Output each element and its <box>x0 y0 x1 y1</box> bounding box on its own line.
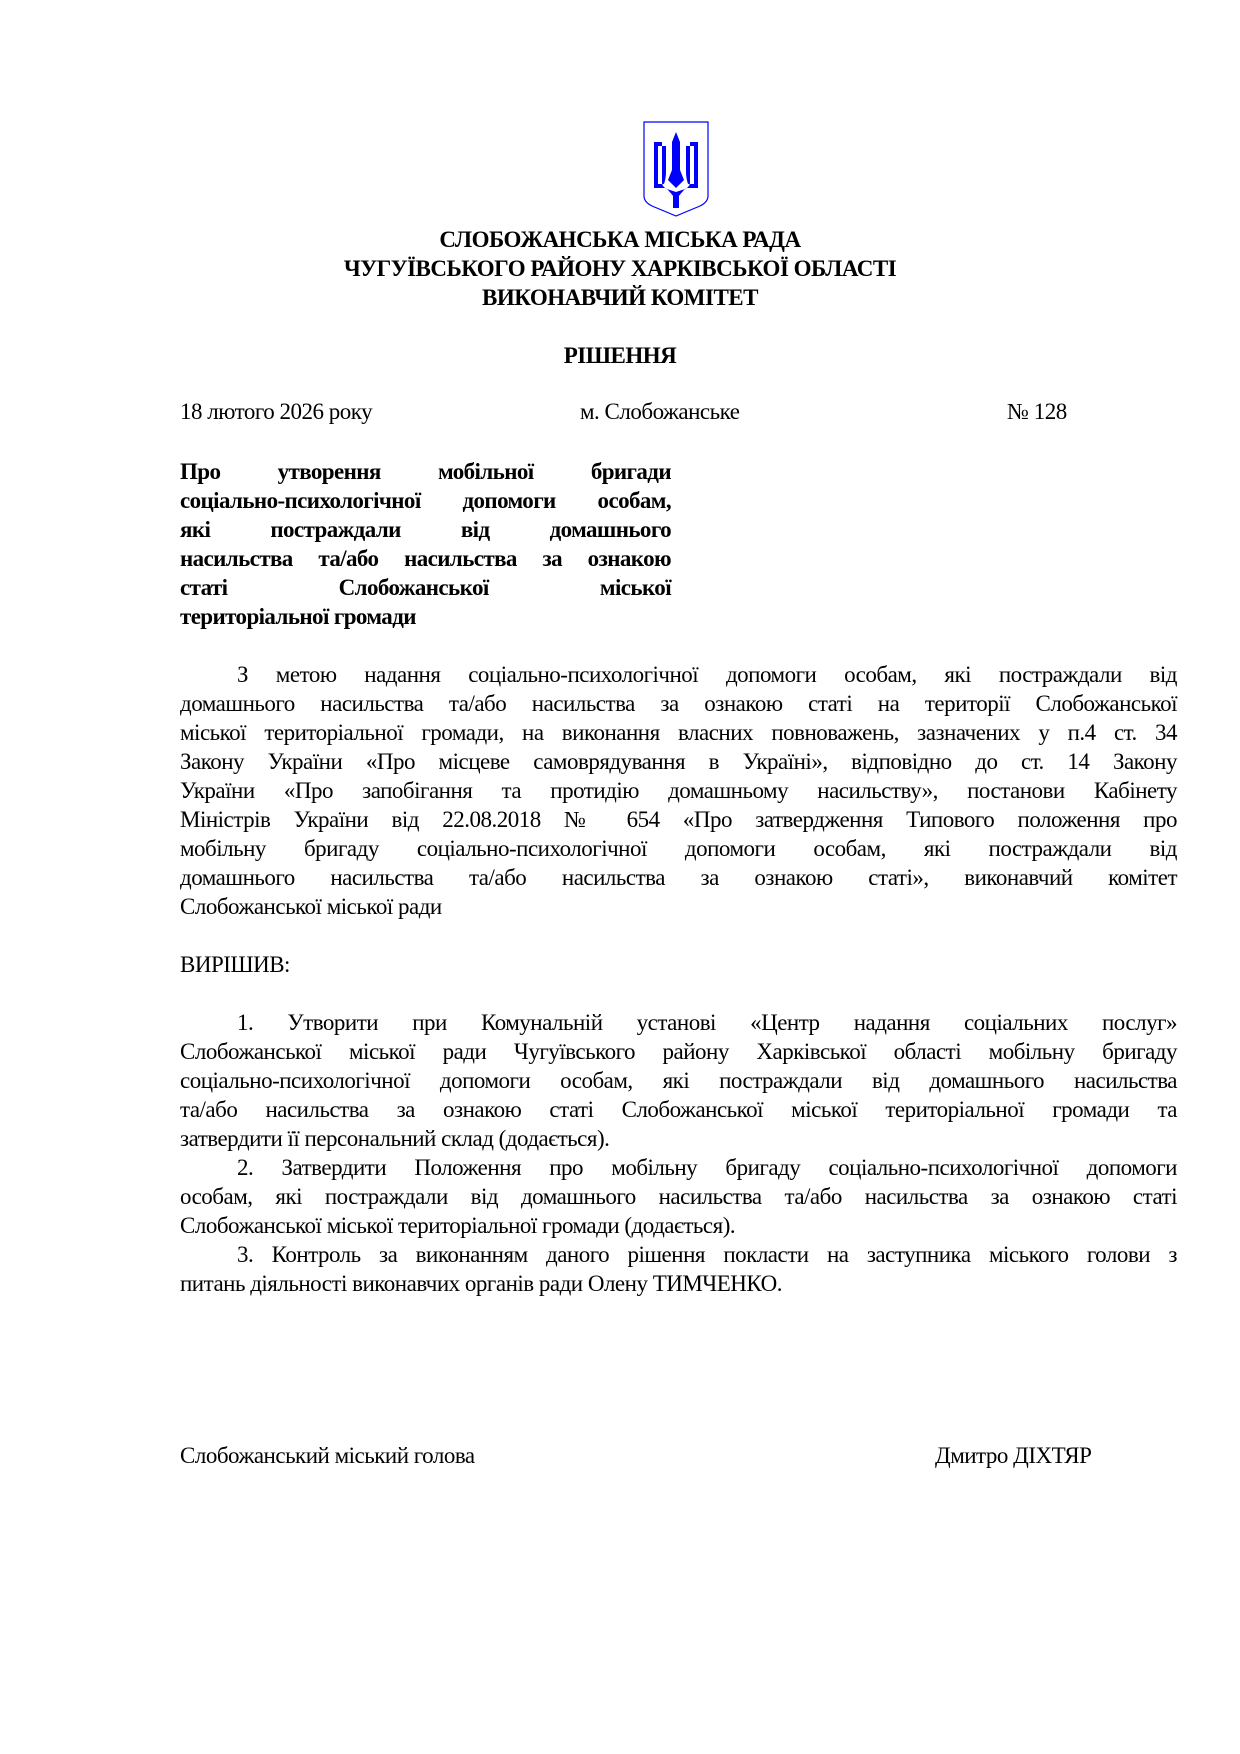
item-line: питань діяльності виконавчих органів ради Олену ТИМЧЕНКО. <box>180 1271 783 1296</box>
item-line: 3. Контроль за виконанням даного рішення покласти на заступника міського голови з <box>237 1242 1177 1267</box>
preamble-line: домашнього насильства та/або насильства за ознакою статі на території Слобожанської <box>180 691 1177 716</box>
title-line: соціально-психологічної допомоги особам, <box>180 488 671 513</box>
item-line: затвердити її персональний склад (додається). <box>180 1126 610 1151</box>
item-line: особам, які постраждали від домашнього насильства та/або насильства за ознакою статі <box>180 1184 1177 1209</box>
preamble-line: України «Про запобігання та протидію домашньому насильству», постанови Кабінету <box>180 778 1177 803</box>
item-line: 1. Утворити при Комунальній установі «Центр надання соціальних послуг» <box>237 1010 1177 1035</box>
council-name: СЛОБОЖАНСЬКА МІСЬКА РАДА <box>439 227 801 252</box>
preamble-line: Закону України «Про місцеве самоврядування в Україні», відповідно до ст. 14 Закону <box>180 749 1177 774</box>
title-line: насильства та/або насильства за ознакою <box>180 546 671 571</box>
preamble-line: міської територіальної громади, на виконання власних повноважень, зазначених у п.4 ст. 34 <box>180 720 1177 745</box>
decision-date: 18 лютого 2026 року <box>180 399 373 424</box>
signatory-name: Дмитро ДІХТЯР <box>935 1443 1092 1468</box>
preamble-line: Слобожанської міської ради <box>180 894 442 919</box>
coat-of-arms-icon <box>640 118 712 218</box>
decision-place: м. Слобожанське <box>580 399 740 424</box>
district-name: ЧУГУЇВСЬКОГО РАЙОНУ ХАРКІВСЬКОЇ ОБЛАСТІ <box>343 256 897 281</box>
preamble-line: Міністрів України від 22.08.2018 № 654 «Про затвердження Типового положення про <box>180 807 1177 832</box>
decided-label: ВИРІШИВ: <box>180 952 290 977</box>
preamble-line: З метою надання соціально-психологічної допомоги особам, які постраждали від <box>237 662 1177 687</box>
item-line: Слобожанської міської ради Чугуївського району Харківської області мобільну бригаду <box>180 1039 1177 1064</box>
title-line: які постраждали від домашнього <box>180 517 671 542</box>
preamble-line: мобільну бригаду соціально-психологічної допомоги особам, які постраждали від <box>180 836 1177 861</box>
preamble-line: домашнього насильства та/або насильства за ознакою статі», виконавчий комітет <box>180 865 1177 890</box>
title-line: територіальної громади <box>180 604 416 629</box>
committee-name: ВИКОНАВЧИЙ КОМІТЕТ <box>481 285 758 310</box>
item-line: Слобожанської міської територіальної громади (додається). <box>180 1213 736 1238</box>
document-type: РІШЕННЯ <box>563 343 677 368</box>
signatory-position: Слобожанський міський голова <box>180 1443 475 1468</box>
item-line: та/або насильства за ознакою статі Слобожанської міської територіальної громади та <box>180 1097 1177 1122</box>
item-line: соціально-психологічної допомоги особам, які постраждали від домашнього насильства <box>180 1068 1177 1093</box>
title-line: статі Слобожанської міської <box>180 575 671 600</box>
decision-number: № 128 <box>1007 399 1067 424</box>
item-line: 2. Затвердити Положення про мобільну бригаду соціально-психологічної допомоги <box>237 1155 1177 1180</box>
title-line: Про утворення мобільної бригади <box>180 459 671 484</box>
